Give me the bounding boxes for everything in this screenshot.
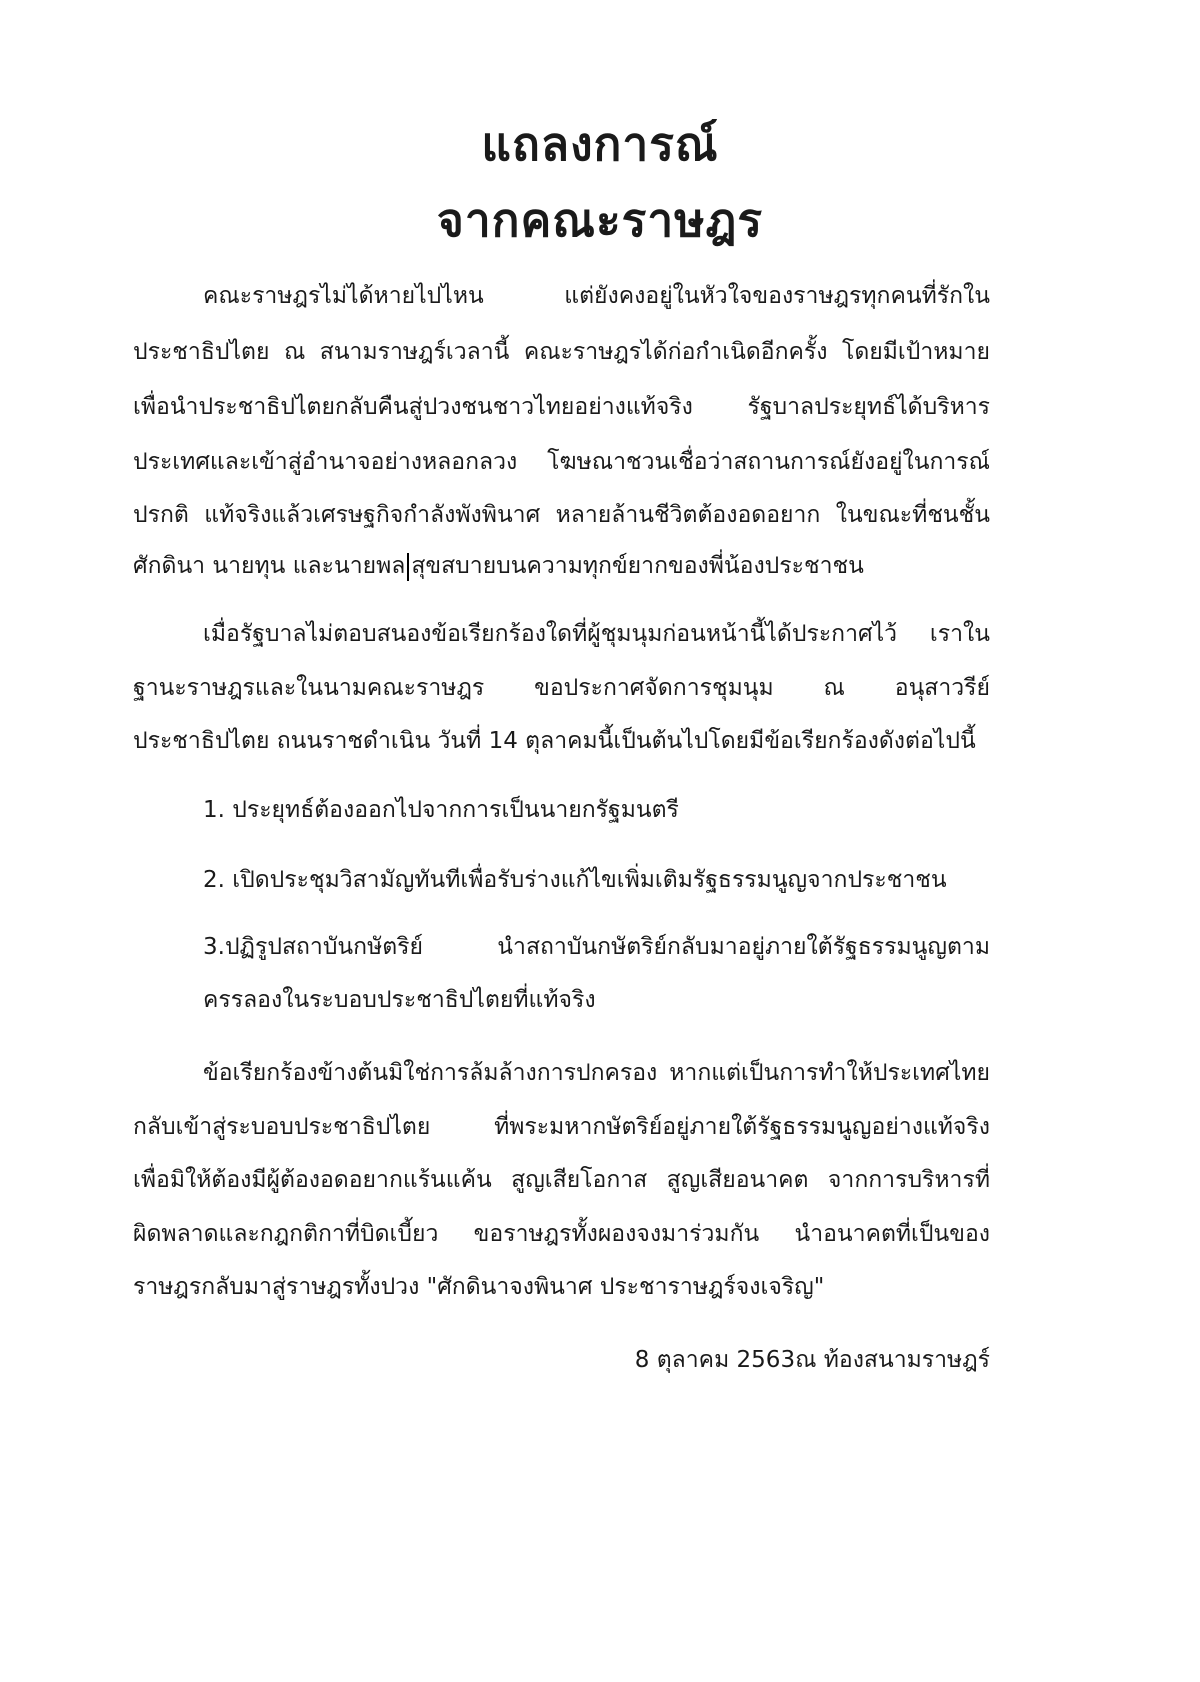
text-segment: ศักดินา นายทุน และนายพล [133, 553, 406, 579]
text-line: ผิดพลาดและกฎกติกาที่บิดเบี้ยว ขอราษฎรทั้งผองจงมาร่วมกัน นำอนาคตที่เป็นของ [133, 1221, 990, 1247]
text-line: ประชาธิปไตย ถนนราชดำเนิน วันที่ 14 ตุลาคมนี้เป็นต้นไปโดยมีข้อเรียกร้องดังต่อไปนี้ [133, 728, 976, 754]
text-line: ประชาธิปไตย ณ สนามราษฎร์เวลานี้ คณะราษฎรได้ก่อกำเนิดอีกครั้ง โดยมีเป้าหมาย [133, 339, 990, 365]
text-line: เพื่อมิให้ต้องมีผู้ต้องอดอยากแร้นแค้น สูญเสียโอกาส สูญเสียอนาคต จากการบริหารที่ [133, 1167, 990, 1193]
text-line: เมื่อรัฐบาลไม่ตอบสนองข้อเรียกร้องใดที่ผู้ชุมนุมก่อนหน้านี้ได้ประกาศไว้ เราใน [203, 621, 990, 647]
list-item: 3.ปฏิรูปสถาบันกษัตริย์ นำสถาบันกษัตริย์กลับมาอยู่ภายใต้รัฐธรรมนูญตาม [203, 934, 990, 960]
title-line-1: แถลงการณ์ [481, 117, 719, 171]
text-line: ข้อเรียกร้องข้างต้นมิใช่การล้มล้างการปกครอง หากแต่เป็นการทำให้ประเทศไทย [203, 1060, 990, 1086]
list-item: 2. เปิดประชุมวิสามัญทันทีเพื่อรับร่างแก้ไขเพิ่มเติมรัฐธรรมนูญจากประชาชน [203, 867, 947, 893]
text-line: ปรกติ แท้จริงแล้วเศรษฐกิจกำลังพังพินาศ หลายล้านชีวิตต้องอดอยาก ในขณะที่ชนชั้น [133, 502, 990, 528]
text-line [133, 550, 864, 582]
text-line: เพื่อนำประชาธิปไตยกลับคืนสู่ปวงชนชาวไทยอย่างแท้จริง รัฐบาลประยุทธ์ได้บริหาร [133, 394, 990, 420]
text-segment: สุขสบายบนความทุกข์ยากของพี่น้องประชาชน [411, 553, 864, 579]
text-line: ราษฎรกลับมาสู่ราษฎรทั้งปวง "ศักดินาจงพินาศ ประชาราษฎร์จงเจริญ" [133, 1274, 825, 1300]
text-line: คณะราษฎรไม่ได้หายไปไหน แต่ยังคงอยู่ในหัวใจของราษฎรทุกคนที่รักใน [203, 283, 990, 309]
signature-date: 8 ตุลาคม 2563ณ ท้องสนามราษฎร์ [634, 1347, 990, 1373]
list-item: 1. ประยุทธ์ต้องออกไปจากการเป็นนายกรัฐมนตรี [203, 797, 679, 823]
list-item-continuation: ครรลองในระบอบประชาธิปไตยที่แท้จริง [203, 987, 596, 1013]
text-cursor [407, 553, 409, 581]
title-line-2: จากคณะราษฎร [436, 193, 764, 247]
text-line: ฐานะราษฎรและในนามคณะราษฎร ขอประกาศจัดการชุมนุม ณ อนุสาวรีย์ [133, 675, 990, 701]
text-line: ประเทศและเข้าสู่อำนาจอย่างหลอกลวง โฆษณาชวนเชื่อว่าสถานการณ์ยังอยู่ในการณ์ [133, 449, 990, 475]
text-line: กลับเข้าสู่ระบอบประชาธิปไตย ที่พระมหากษัตริย์อยู่ภายใต้รัฐธรรมนูญอย่างแท้จริง [133, 1114, 990, 1140]
